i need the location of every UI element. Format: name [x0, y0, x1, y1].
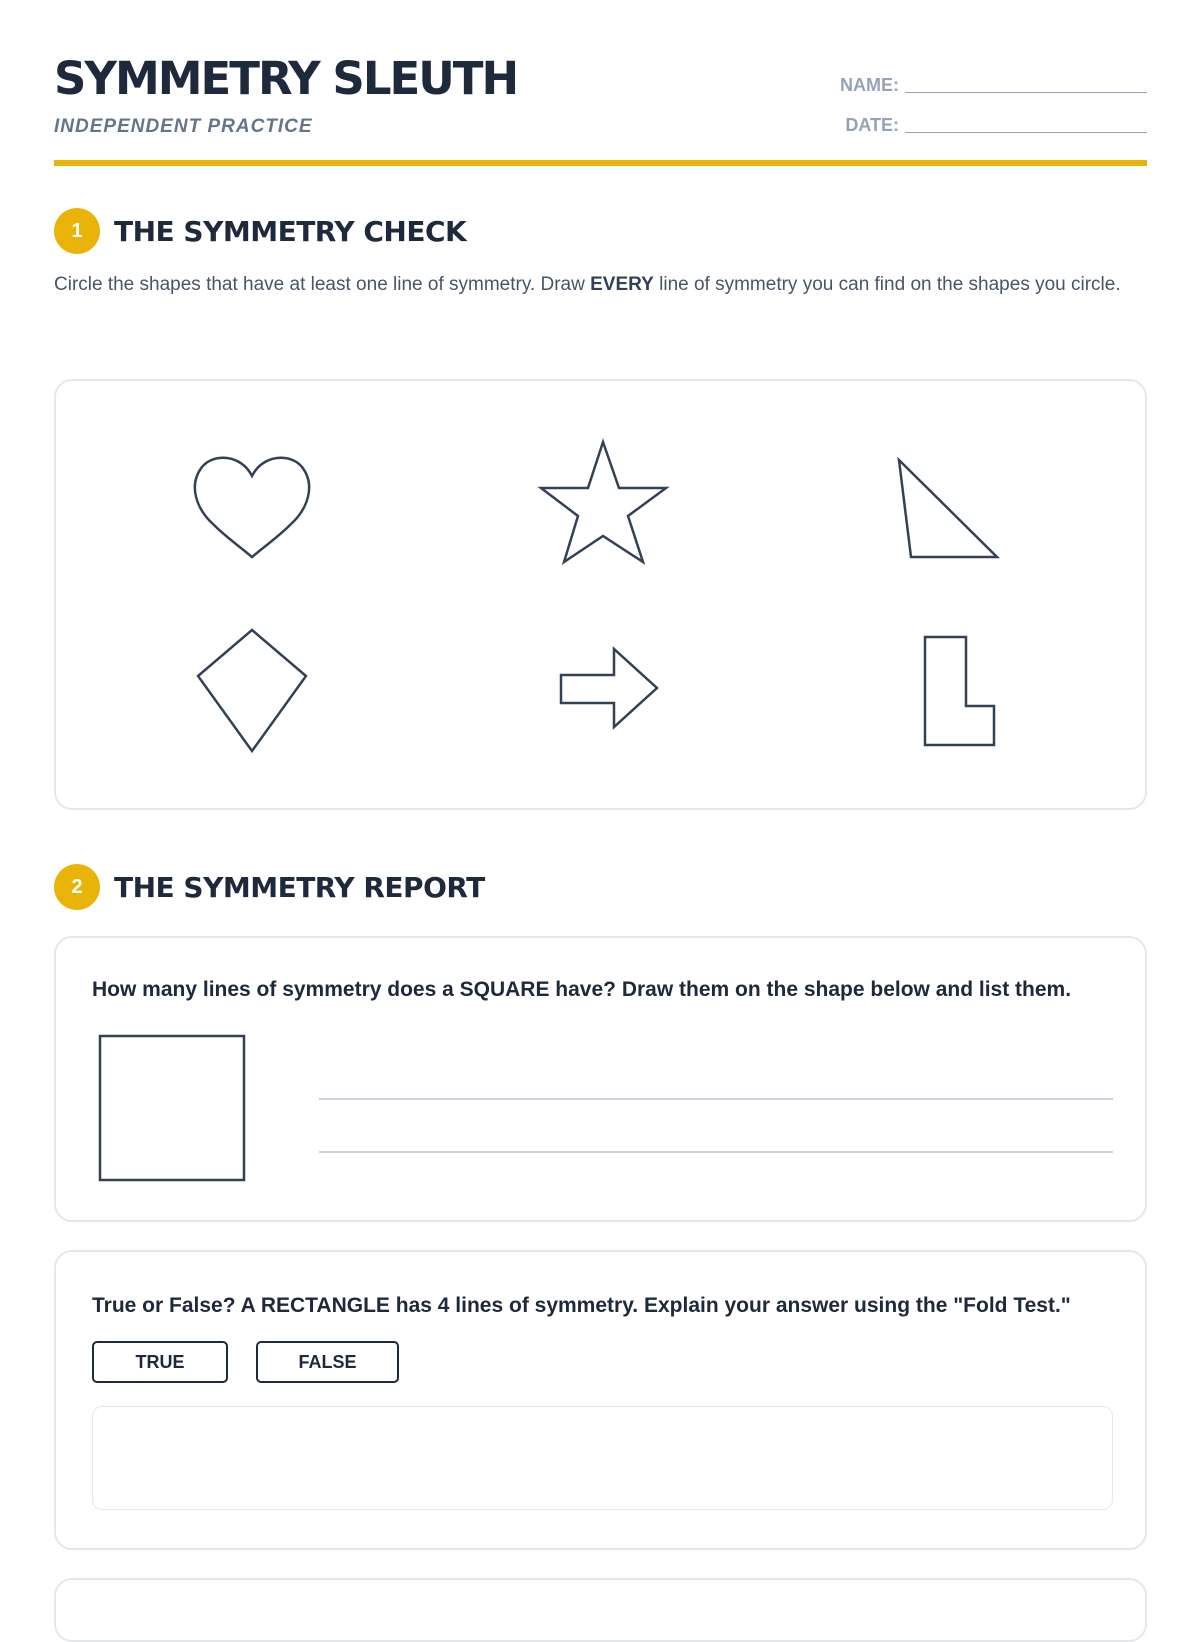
worksheet-header — [54, 0, 1147, 168]
answer-line[interactable] — [319, 1098, 1113, 1100]
date-input-line[interactable] — [905, 132, 1147, 133]
instructions-emphasis: EVERY — [590, 274, 654, 295]
true-button[interactable]: TRUE — [92, 1341, 228, 1383]
kite-shape[interactable] — [198, 630, 306, 751]
section-2-number: 2 — [54, 864, 100, 910]
right-triangle-shape[interactable] — [899, 460, 997, 557]
shapes-grid — [56, 381, 1145, 808]
next-question-card — [54, 1578, 1147, 1642]
rectangle-question: True or False? A RECTANGLE has 4 lines of symmetry. Explain your answer using the "Fold Test." — [92, 1294, 1071, 1317]
explanation-box[interactable] — [92, 1406, 1113, 1510]
section-1-number: 1 — [54, 208, 100, 254]
arrow-shape[interactable] — [561, 649, 657, 727]
square-question: How many lines of symmetry does a SQUARE have? Draw them on the shape below and list them. — [92, 978, 1072, 1001]
name-field — [840, 75, 1147, 96]
heart-shape[interactable] — [195, 458, 309, 557]
section-1-instructions: Circle the shapes that have at least one line of symmetry. Draw EVERY line of symmetry you can find on the shapes you circle. — [54, 274, 1121, 295]
answer-line[interactable] — [319, 1151, 1113, 1153]
square-shape[interactable] — [98, 1034, 248, 1184]
l-shape[interactable] — [925, 637, 994, 745]
section-2-header — [54, 864, 485, 910]
worksheet-subtitle: INDEPENDENT PRACTICE — [54, 116, 313, 137]
worksheet-page — [54, 0, 1147, 1372]
false-button[interactable]: FALSE — [256, 1341, 399, 1383]
date-field — [845, 115, 1147, 136]
shapes-card — [54, 379, 1147, 810]
section-1-header — [54, 208, 466, 254]
section-2-title: THE SYMMETRY REPORT — [114, 870, 485, 904]
name-label: NAME: — [840, 75, 899, 95]
date-label: DATE: — [845, 115, 899, 135]
true-false-options — [92, 1341, 427, 1383]
worksheet-title: SYMMETRY SLEUTH — [54, 52, 518, 105]
star-shape[interactable] — [541, 442, 666, 562]
name-input-line[interactable] — [905, 92, 1147, 93]
header-divider — [54, 160, 1147, 166]
rectangle-question-card — [54, 1250, 1147, 1550]
square-question-card — [54, 936, 1147, 1222]
section-1-title: THE SYMMETRY CHECK — [114, 214, 467, 248]
